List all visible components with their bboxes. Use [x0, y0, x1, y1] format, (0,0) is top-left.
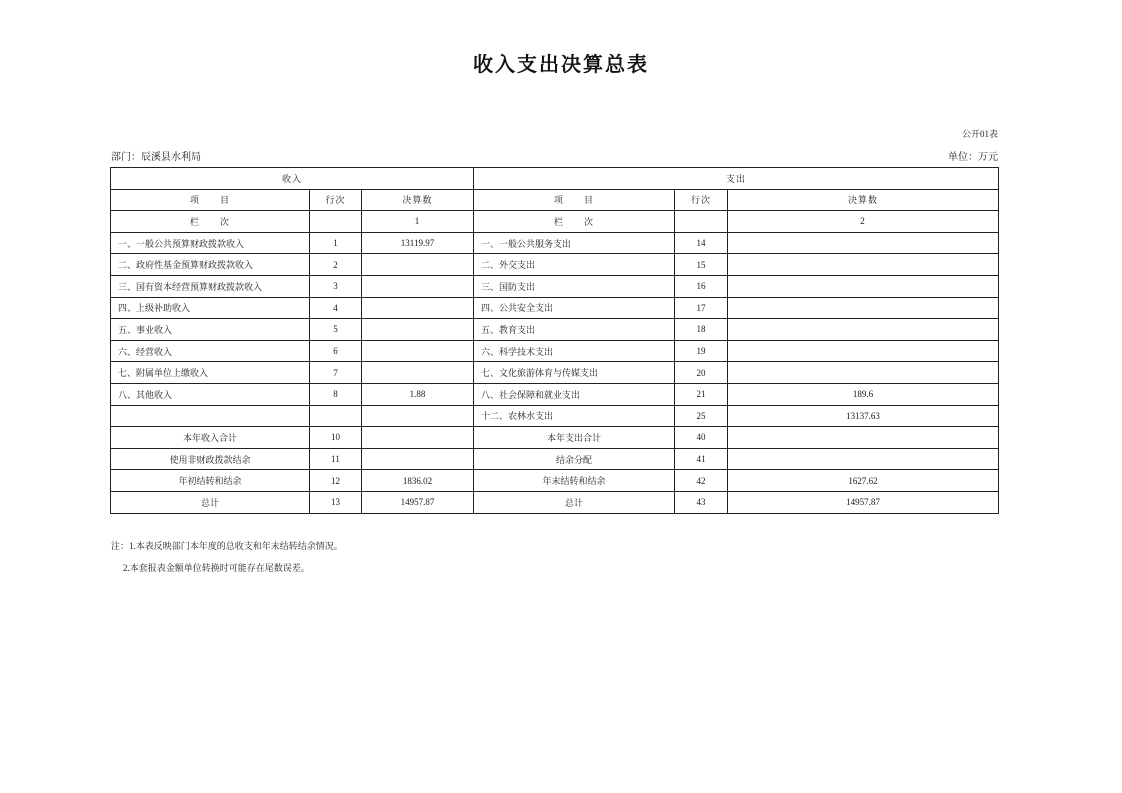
expenditure-amount-cell [728, 297, 999, 319]
expenditure-colindex-label: 栏 次 [474, 211, 675, 233]
revenue-rowno-cell: 13 [310, 491, 362, 513]
table-row [111, 254, 999, 276]
table-row [111, 232, 999, 254]
expenditure-rowno-header: 行次 [675, 189, 728, 211]
note-2: 2.本套报表金额单位转换时可能存在尾数误差。 [123, 563, 310, 573]
expenditure-item-cell: 五、教育支出 [474, 319, 675, 341]
expenditure-item-cell: 二、外交支出 [474, 254, 675, 276]
expenditure-amount-cell [728, 427, 999, 449]
table-row [111, 427, 999, 449]
revenue-rowno-cell: 2 [310, 254, 362, 276]
revenue-item-cell [111, 405, 310, 427]
expenditure-item-cell: 八、社会保障和就业支出 [474, 383, 675, 405]
expenditure-amount-cell [728, 254, 999, 276]
table-row [111, 297, 999, 319]
expenditure-colindex-value: 2 [728, 211, 999, 233]
expenditure-rowno-cell: 15 [675, 254, 728, 276]
revenue-item-cell: 本年收入合计 [111, 427, 310, 449]
column-index-row [111, 211, 999, 233]
expenditure-rowno-cell: 25 [675, 405, 728, 427]
expenditure-item-header: 项 目 [474, 189, 675, 211]
expenditure-rowno-cell: 14 [675, 232, 728, 254]
table-row [111, 275, 999, 297]
expenditure-amount-cell: 14957.87 [728, 491, 999, 513]
expenditure-item-cell: 一、一般公共服务支出 [474, 232, 675, 254]
revenue-item-cell: 八、其他收入 [111, 383, 310, 405]
expenditure-amount-header: 决算数 [728, 189, 999, 211]
revenue-item-cell: 七、附属单位上缴收入 [111, 362, 310, 384]
expenditure-amount-cell [728, 319, 999, 341]
expenditure-amount-cell [728, 340, 999, 362]
revenue-colindex-label: 栏 次 [111, 211, 310, 233]
revenue-item-cell: 五、事业收入 [111, 319, 310, 341]
revenue-rowno-cell: 6 [310, 340, 362, 362]
revenue-item-cell: 总计 [111, 491, 310, 513]
revenue-rowno-cell: 10 [310, 427, 362, 449]
table-row [111, 448, 999, 470]
expenditure-rowno-cell: 16 [675, 275, 728, 297]
expenditure-item-cell: 三、国防支出 [474, 275, 675, 297]
revenue-amount-header: 决算数 [362, 189, 474, 211]
table-row [111, 319, 999, 341]
revenue-amount-cell [362, 275, 474, 297]
revenue-section-header: 收入 [111, 168, 474, 190]
expenditure-rowno-cell: 42 [675, 470, 728, 492]
expenditure-section-header: 支出 [474, 168, 999, 190]
table-row [111, 383, 999, 405]
revenue-amount-cell [362, 254, 474, 276]
revenue-amount-cell [362, 340, 474, 362]
unit-label: 单位：万元 [948, 152, 998, 163]
revenue-colindex-blank [310, 211, 362, 233]
expenditure-rowno-cell: 18 [675, 319, 728, 341]
revenue-amount-cell [362, 448, 474, 470]
revenue-amount-cell: 14957.87 [362, 491, 474, 513]
revenue-item-cell: 使用非财政拨款结余 [111, 448, 310, 470]
revenue-rowno-cell: 11 [310, 448, 362, 470]
revenue-amount-cell [362, 297, 474, 319]
expenditure-amount-cell [728, 362, 999, 384]
revenue-amount-cell: 1836.02 [362, 470, 474, 492]
form-code-label: 公开01表 [961, 129, 998, 139]
revenue-item-cell: 一、一般公共预算财政拨款收入 [111, 232, 310, 254]
meta-row [111, 148, 998, 163]
expenditure-rowno-cell: 21 [675, 383, 728, 405]
revenue-item-cell: 三、国有资本经营预算财政拨款收入 [111, 275, 310, 297]
expenditure-item-cell: 总计 [474, 491, 675, 513]
section-header-row [111, 168, 999, 190]
revenue-rowno-cell: 7 [310, 362, 362, 384]
expenditure-item-cell: 四、公共安全支出 [474, 297, 675, 319]
department-label: 部门：辰溪县水利局 [111, 152, 201, 163]
expenditure-amount-cell: 1627.62 [728, 470, 999, 492]
expenditure-rowno-cell: 17 [675, 297, 728, 319]
revenue-rowno-cell: 3 [310, 275, 362, 297]
expenditure-amount-cell [728, 232, 999, 254]
expenditure-rowno-cell: 20 [675, 362, 728, 384]
expenditure-amount-cell: 189.6 [728, 383, 999, 405]
footnotes [111, 540, 343, 584]
table-row [111, 470, 999, 492]
expenditure-rowno-cell: 43 [675, 491, 728, 513]
expenditure-amount-cell [728, 448, 999, 470]
revenue-item-cell: 二、政府性基金预算财政拨款收入 [111, 254, 310, 276]
revenue-amount-cell: 1.88 [362, 383, 474, 405]
expenditure-rowno-cell: 40 [675, 427, 728, 449]
revenue-amount-cell [362, 405, 474, 427]
expenditure-item-cell: 六、科学技术支出 [474, 340, 675, 362]
revenue-rowno-cell [310, 405, 362, 427]
expenditure-colindex-blank [675, 211, 728, 233]
note-1: 注：1.本表反映部门本年度的总收支和年末结转结余情况。 [111, 541, 343, 551]
column-header-row [111, 189, 999, 211]
expenditure-amount-cell [728, 275, 999, 297]
table-row [111, 491, 999, 513]
budget-summary-table [110, 167, 999, 514]
page-title: 收入支出决算总表 [473, 54, 649, 76]
revenue-amount-cell [362, 427, 474, 449]
revenue-amount-cell [362, 319, 474, 341]
revenue-amount-cell [362, 362, 474, 384]
expenditure-rowno-cell: 41 [675, 448, 728, 470]
expenditure-item-cell: 结余分配 [474, 448, 675, 470]
revenue-colindex-value: 1 [362, 211, 474, 233]
revenue-rowno-cell: 12 [310, 470, 362, 492]
revenue-rowno-cell: 1 [310, 232, 362, 254]
revenue-amount-cell: 13119.97 [362, 232, 474, 254]
revenue-rowno-cell: 8 [310, 383, 362, 405]
expenditure-amount-cell: 13137.63 [728, 405, 999, 427]
revenue-item-cell: 四、上级补助收入 [111, 297, 310, 319]
expenditure-rowno-cell: 19 [675, 340, 728, 362]
expenditure-item-cell: 年末结转和结余 [474, 470, 675, 492]
revenue-item-cell: 六、经营收入 [111, 340, 310, 362]
revenue-rowno-cell: 5 [310, 319, 362, 341]
expenditure-item-cell: 十二、农林水支出 [474, 405, 675, 427]
expenditure-item-cell: 七、文化旅游体育与传媒支出 [474, 362, 675, 384]
revenue-item-cell: 年初结转和结余 [111, 470, 310, 492]
revenue-rowno-cell: 4 [310, 297, 362, 319]
table-body [111, 232, 999, 513]
table-row [111, 362, 999, 384]
table-row [111, 340, 999, 362]
table-row [111, 405, 999, 427]
revenue-item-header: 项 目 [111, 189, 310, 211]
expenditure-item-cell: 本年支出合计 [474, 427, 675, 449]
revenue-rowno-header: 行次 [310, 189, 362, 211]
